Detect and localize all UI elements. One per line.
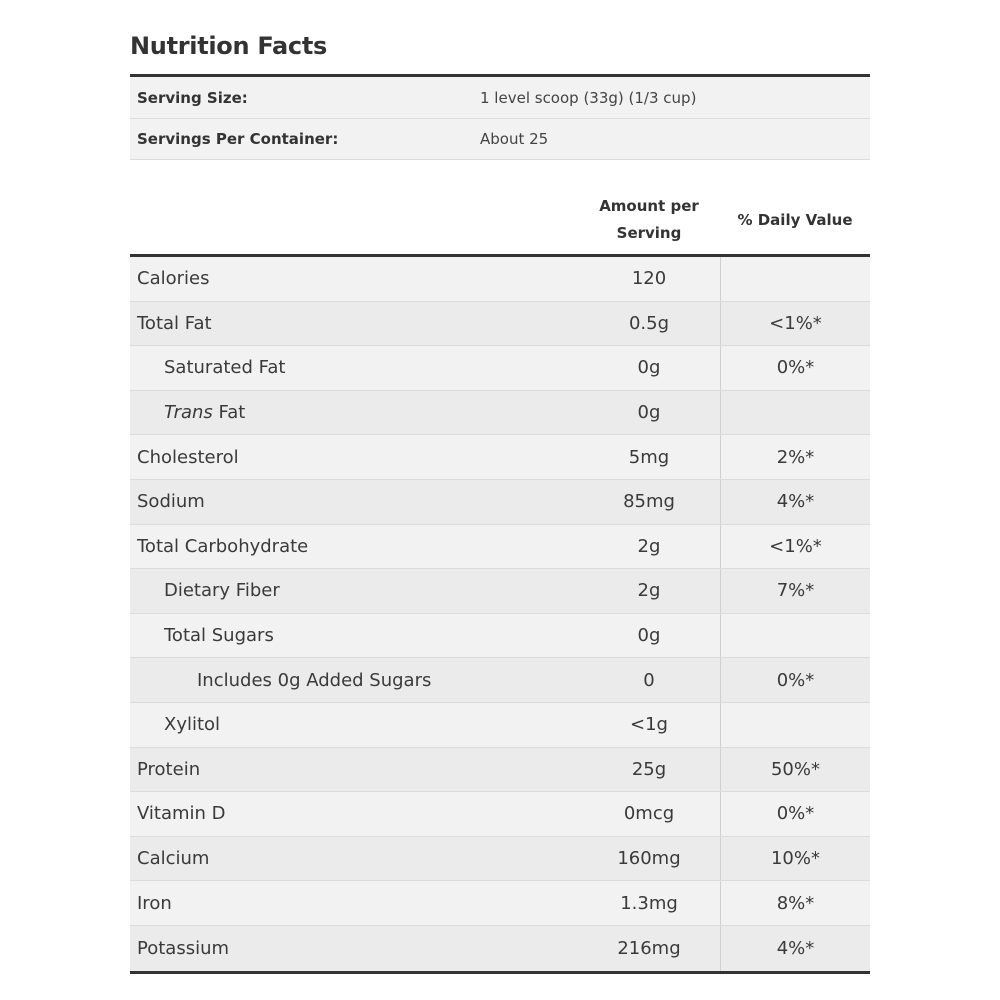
nutrient-amount: 0g	[637, 402, 661, 424]
table-row	[130, 792, 870, 837]
nutrient-daily-value	[720, 703, 870, 747]
nutrient-name: Protein	[137, 758, 201, 780]
nutrient-name: Total Sugars	[164, 625, 274, 647]
table-row	[130, 837, 870, 882]
nutrient-amount: 1.3mg	[620, 892, 678, 914]
nutrient-daily-value: 0%*	[720, 658, 870, 702]
nutrient-daily-value: 8%*	[720, 881, 870, 925]
header-daily-value: % Daily Value	[737, 211, 853, 229]
nutrient-amount: 0.5g	[628, 312, 670, 334]
table-row	[130, 480, 870, 525]
nutrient-amount: <1g	[630, 714, 668, 736]
nutrient-daily-value	[720, 614, 870, 658]
table-row	[130, 926, 870, 971]
nutrient-table-body	[130, 257, 870, 974]
table-row	[130, 658, 870, 703]
serving-info	[130, 74, 870, 160]
header-amount-line1: Amount per	[599, 197, 699, 215]
nutrient-amount: 120	[631, 268, 667, 290]
table-row	[130, 391, 870, 436]
nutrient-name: Iron	[137, 892, 172, 914]
nutrient-amount: 0mcg	[623, 803, 675, 825]
nutrient-amount: 2g	[637, 535, 661, 557]
nutrient-name: Dietary Fiber	[164, 580, 280, 602]
nutrient-amount: 0	[643, 669, 655, 691]
nutrient-daily-value: <1%*	[720, 525, 870, 569]
table-row	[130, 881, 870, 926]
serving-size-row	[130, 77, 870, 119]
table-row	[130, 435, 870, 480]
nutrient-daily-value: 50%*	[720, 748, 870, 792]
page-title: Nutrition Facts	[130, 32, 328, 60]
nutrient-amount: 5mg	[628, 446, 670, 468]
table-row	[130, 302, 870, 347]
nutrient-amount: 25g	[631, 758, 667, 780]
nutrient-name: Calcium	[137, 848, 210, 870]
nutrient-name: Potassium	[137, 937, 230, 959]
servings-per-container-label: Servings Per Container:	[137, 130, 339, 148]
nutrient-name: Total Carbohydrate	[137, 535, 309, 557]
table-row	[130, 703, 870, 748]
nutrient-daily-value: 2%*	[720, 435, 870, 479]
nutrient-name: Saturated Fat	[164, 357, 286, 379]
nutrient-amount: 0g	[637, 357, 661, 379]
nutrient-daily-value: 7%*	[720, 569, 870, 613]
nutrient-daily-value: 0%*	[720, 346, 870, 390]
nutrient-amount: 85mg	[623, 491, 675, 513]
nutrient-daily-value: 4%*	[720, 926, 870, 971]
nutrient-table-header	[130, 186, 870, 257]
nutrient-daily-value	[720, 391, 870, 435]
table-row	[130, 257, 870, 302]
nutrient-daily-value: <1%*	[720, 302, 870, 346]
nutrient-amount: 2g	[637, 580, 661, 602]
nutrient-amount: 216mg	[617, 937, 681, 959]
table-row	[130, 614, 870, 659]
table-row	[130, 748, 870, 793]
nutrient-name: Cholesterol	[137, 446, 239, 468]
nutrient-daily-value: 0%*	[720, 792, 870, 836]
nutrient-daily-value: 10%*	[720, 837, 870, 881]
nutrient-name: Vitamin D	[137, 803, 226, 825]
servings-per-container-value: About 25	[480, 130, 549, 148]
nutrient-amount: 160mg	[617, 848, 681, 870]
serving-size-value: 1 level scoop (33g) (1/3 cup)	[480, 88, 697, 107]
table-row	[130, 346, 870, 391]
table-row	[130, 569, 870, 614]
nutrient-daily-value: 4%*	[720, 480, 870, 524]
nutrient-daily-value	[720, 257, 870, 301]
nutrient-name: Includes 0g Added Sugars	[197, 669, 432, 691]
nutrient-name-rest: Fat	[212, 402, 246, 424]
table-row	[130, 525, 870, 570]
nutrient-name-italic: Trans	[164, 402, 213, 424]
nutrient-amount: 0g	[637, 625, 661, 647]
nutrient-name: Sodium	[137, 491, 205, 513]
nutrient-name: Total Fat	[137, 312, 212, 334]
nutrient-name: Calories	[137, 268, 210, 290]
servings-per-container-row	[130, 119, 870, 160]
serving-size-label: Serving Size:	[137, 88, 248, 107]
header-amount-line2: Serving	[616, 224, 682, 242]
nutrient-name	[130, 402, 578, 423]
header-amount-per-serving	[578, 193, 720, 247]
nutrient-name: Xylitol	[164, 714, 221, 736]
